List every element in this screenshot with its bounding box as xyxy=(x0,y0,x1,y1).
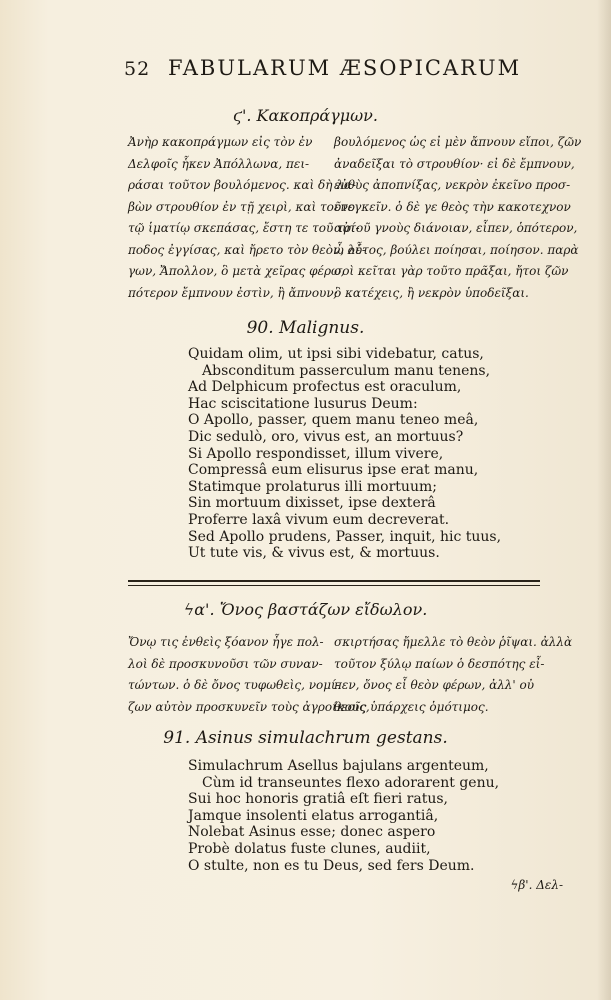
greek-line: ὦ οὗτος, βούλει ποίησαι, ποίησον. παρὰ xyxy=(334,242,579,257)
greek-fable-text xyxy=(128,132,582,304)
latin-verse xyxy=(188,758,518,874)
page-edge-shadow xyxy=(597,0,611,1000)
latin-verse xyxy=(188,346,518,562)
greek-line: ζων αὐτὸν προσκυνεῖν τοὺς ἀγροίκους, xyxy=(128,699,370,714)
verse-line: Ad Delphicum profectus est oraculum, xyxy=(188,379,462,396)
greek-line: γων, Ἄπολλον, ὃ μετὰ χεῖρας φέρω, xyxy=(128,264,345,278)
greek-column-left xyxy=(128,632,370,718)
greek-line: αὐτοῦ γνοὺς διάνοιαν, εἶπεν, ὁπότερον, xyxy=(334,221,578,235)
section-divider xyxy=(128,580,540,586)
verse-line: Jamque insolenti elatus arrogantiâ, xyxy=(188,807,439,824)
greek-line: λοὶ δὲ προσκυνοῦσι τῶν συναν- xyxy=(128,656,323,671)
verse-line: Sed Apollo prudens, Passer, inquit, hic tuus, xyxy=(188,528,502,545)
verse-line: Nolebat Asinus esse; donec aspero xyxy=(188,824,436,841)
latin-fable-title: 91. Asinus simulachrum gestans. xyxy=(163,728,448,748)
greek-line: ράσαι τοῦτον βουλόμενος. καὶ δὴ λα- xyxy=(128,178,356,192)
greek-line: πεν, ὄνος εἶ θεὸν φέρων, ἀλλ' οὐ xyxy=(334,678,535,692)
verse-line: Statimque prolaturus illi mortuum; xyxy=(188,478,437,495)
greek-line: βὼν στρουθίον ἐν τῇ χειρὶ, καὶ τοῦτο xyxy=(128,199,356,214)
verse-line: Hac sciscitatione lusurus Deum: xyxy=(188,395,418,412)
greek-line: θεοῖς ὑπάρχεις ὁμότιμος. xyxy=(334,699,489,714)
verse-line: Cùm id transeuntes flexo adorarent genu, xyxy=(202,774,500,791)
greek-line: Δελφοῖς ἧκεν Ἀπόλλωνα, πει- xyxy=(128,156,310,171)
greek-line: ἀναδεῖξαι τὸ στρουθίον· εἰ δὲ ἔμπνουν, xyxy=(334,156,575,171)
verse-line: Proferre laxâ vivum eum decreverat. xyxy=(188,511,450,528)
greek-line: βουλόμενος ὡς εἰ μὲν ἄπνουν εἴποι, ζῶν xyxy=(334,135,582,149)
latin-fable-title: 90. Malignus. xyxy=(246,318,365,338)
greek-line: τώντων. ὁ δὲ ὄνος τυφωθεὶς, νομί- xyxy=(128,678,340,692)
page-header xyxy=(124,56,544,86)
catchword: ϟβ'. Δελ- xyxy=(510,878,563,892)
greek-line: πότερον ἔμπνουν ἐστὶν, ἢ ἄπνουν; xyxy=(128,285,338,300)
greek-line: ενεγκεῖν. ὁ δὲ γε θεὸς τὴν κακοτεχνον xyxy=(334,199,571,214)
verse-line: Probè dolatus fuste clunes, audiit, xyxy=(188,840,431,857)
verse-line: Compressâ eum elisurus ipse erat manu, xyxy=(188,462,479,479)
greek-line: ὃ κατέχεις, ἢ νεκρὸν ὑποδεῖξαι. xyxy=(334,285,529,300)
greek-fable-title: ϟα'. Ὄνος βαστάζων εἴδωλον. xyxy=(183,600,428,619)
greek-column-right xyxy=(334,632,573,718)
verse-line: Simulachrum Asellus bajulans argenteum, xyxy=(188,758,489,774)
verse-line: Quidam olim, ut ipsi sibi videbatur, catus, xyxy=(188,346,484,362)
greek-fable-title: ϛ'. Κακοπράγμων. xyxy=(233,106,378,125)
verse-line: O stulte, non es tu Deus, sed fers Deum. xyxy=(188,857,475,874)
greek-line: ποδος ἐγγίσας, καὶ ἤρετο τὸν θεὸν, λέ- xyxy=(128,242,366,257)
greek-line: τῷ ἱματίῳ σκεπάσας, ἔστη τε τοῦ τρί- xyxy=(128,221,360,235)
verse-line: O Apollo, passer, quem manu teneo meâ, xyxy=(188,412,479,429)
greek-fable-text xyxy=(128,632,573,718)
verse-line: Absconditum passerculum manu tenens, xyxy=(202,362,491,379)
running-title: FABULARUM ÆSOPICARUM xyxy=(168,56,522,80)
verse-line: Ut tute vis, & vivus est, & mortuus. xyxy=(188,545,440,562)
page-number: 52 xyxy=(124,58,151,80)
greek-column-right xyxy=(334,132,582,304)
greek-line: Ὄνῳ τις ἐνθεὶς ξόανον ἦγε πολ- xyxy=(128,635,324,649)
greek-line: Ἀνὴρ κακοπράγμων εἰς τὸν ἐν xyxy=(128,135,313,149)
greek-column-left xyxy=(128,132,366,304)
verse-line: Si Apollo respondisset, illum vivere, xyxy=(188,445,444,462)
verse-line: Sui hoc honoris gratiâ eſt fieri ratus, xyxy=(188,791,448,808)
greek-line: σοὶ κεῖται γὰρ τοῦτο πρᾶξαι, ἤτοι ζῶν xyxy=(334,264,569,278)
greek-line: σκιρτήσας ἤμελλε τὸ θεὸν ῥῖψαι. ἀλλὰ xyxy=(334,635,573,649)
greek-line: τοῦτον ξύλῳ παίων ὁ δεσπότης εἶ- xyxy=(334,656,545,671)
greek-line: εὐθὺς ἀποπνίξας, νεκρὸν ἐκεῖνο προσ- xyxy=(334,178,571,192)
verse-line: Dic sedulò, oro, vivus est, an mortuus? xyxy=(188,428,464,445)
verse-line: Sin mortuum dixisset, ipse dexterâ xyxy=(188,495,436,512)
